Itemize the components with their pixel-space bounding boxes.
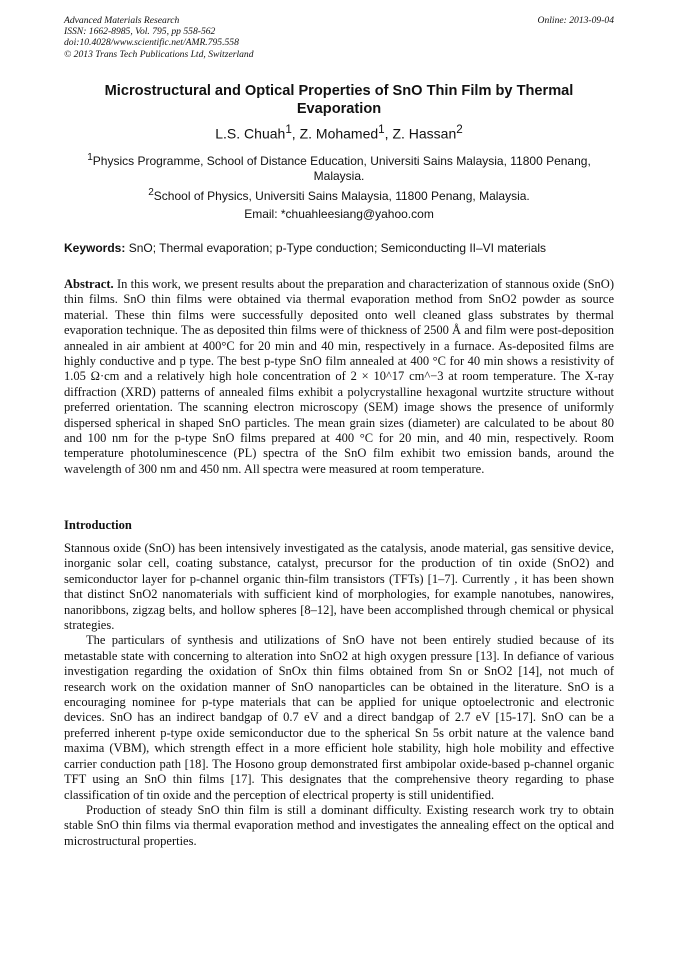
introduction-heading: Introduction bbox=[64, 518, 132, 532]
affiliation-text: Physics Programme, School of Distance Education, Universiti Sains Malaysia, 11800 Penang, Malaysia. bbox=[92, 154, 591, 183]
author-affiliation-mark: 1 bbox=[378, 123, 385, 136]
keywords-text: SnO; Thermal evaporation; p-Type conduction; Semiconducting II–VI materials bbox=[128, 241, 547, 255]
journal-header bbox=[64, 15, 254, 60]
abstract-text: In this work, we present results about the preparation and characterization of stannous oxide (SnO) thin films. SnO thin films were obtained via thermal evaporation method from SnO2 powder as source material. These thin films were successfully deposited onto well cleaned glass substrates by thermal evaporation technique. The as deposited thin films were of thickness of 2500 Å and film were post-deposition annealed in air ambient at 400°C for 20 min and 40 min, respectively in a furnace. As-deposited films are highly conductive and p type. The best p-type SnO film annealed at 400 °C for 40 min shows a resistivity of 1.05 Ω·cm and a relatively high hole concentration of 2 × 10^17 cm^−3 at room temperature. The X-ray diffraction (XRD) patterns of annealed films exhibit a polycrystalline hexagonal wurtzite structure without preferred orientation. The scanning electron microscopy (SEM) image shows the presence of uniformly dispersed spherical in shaped SnO particles. The mean grain sizes (diameter) are calculated to be about 80 and 100 nm for the p-type SnO films prepared at 400 °C for 20 min, and 40 min, respectively. Room temperature photoluminescence (PL) spectra of the SnO film exhibit two emission bands, around the wavelength of 300 nm and 450 nm. All spectra were measured at room temperature. bbox=[64, 277, 614, 476]
keywords bbox=[64, 241, 614, 256]
email-line: Email: *chuahleesiang@yahoo.com bbox=[244, 207, 434, 221]
intro-paragraph: Stannous oxide (SnO) has been intensively investigated as the catalysis, anode material, gas sensitive device, inorganic solar cell, coating substance, catalyst, precursor for the production of tin oxide (SnO2) and semiconductor layer for p-channel organic thin-film transistors (TFTs) [1–7]. Currently , it has been shown that distinct SnO2 nanomaterials with sufficient kind of morphologies, for example nanotubes, nanowires, nanoribbons, zigzag belts, and hollow spheres [8–12], have been accomplished through chemical or physical strategies. bbox=[64, 541, 614, 633]
copyright-line: © 2013 Trans Tech Publications Ltd, Switzerland bbox=[64, 48, 254, 60]
intro-paragraph: Production of steady SnO thin film is still a dominant difficulty. Existing research work try to obtain stable SnO thin films via thermal evaporation method and investigates the annealing effect on the optical and microstructural properties. bbox=[64, 802, 614, 848]
author-name: Z. Hassan bbox=[392, 125, 457, 142]
affiliation-mark: 1 bbox=[87, 152, 93, 163]
doi-line: doi:10.4028/www.scientific.net/AMR.795.558 bbox=[64, 37, 239, 49]
keywords-label: Keywords: bbox=[64, 241, 126, 255]
author-affiliation-mark: 2 bbox=[456, 123, 463, 136]
paper-title: Microstructural and Optical Properties of SnO Thin Film by Thermal Evaporation bbox=[104, 83, 574, 117]
affiliation-1 bbox=[64, 150, 614, 184]
author-name: Z. Mohamed bbox=[299, 125, 379, 142]
abstract bbox=[64, 277, 614, 477]
issn-line: ISSN: 1662-8985, Vol. 795, pp 558-562 bbox=[64, 26, 216, 38]
abstract-label: Abstract. bbox=[64, 277, 114, 291]
journal-name: Advanced Materials Research bbox=[64, 15, 180, 26]
affiliation-2 bbox=[64, 185, 614, 204]
affiliation-mark: 2 bbox=[148, 187, 154, 198]
affiliation-text: School of Physics, Universiti Sains Malaysia, 11800 Penang, Malaysia. bbox=[153, 189, 530, 203]
intro-paragraph: The particulars of synthesis and utilizations of SnO have not been entirely studied because of its metastable state with concerning to alteration into SnO2 at high oxygen pressure [13]. In defiance of various investigation regarding the oxidation of SnOx thin films obtained from Sn or SnO2 [14], not much of research work on the oxidation manner of SnO nanoparticles can be obtained in the literature. SnO is a encouraging nominee for p-type materials that can be applied for unique optoelectronic and electronic devices. SnO has an indirect bandgap of 0.7 eV and a direct bandgap of 2.7 eV [15-17]. SnO can be a preferred inherent p-type oxide semiconductor due to the spherical Sn 5s orbit nature at the valence band maxima (VBM), which strength effect in a more efficient hole stability, high hole mobility and effective carrier conduction path [18]. The Hosono group demonstrated first ambipolar oxide-based p-channel organic TFT using an SnO thin films [17]. This designates that the comprehensive theory regarding to phase classification of tin oxide and the perception of electrical property is still unidentified. bbox=[64, 633, 614, 802]
author-name: L.S. Chuah bbox=[215, 125, 286, 142]
online-date: Online: 2013-09-04 bbox=[537, 15, 614, 26]
author-affiliation-mark: 1 bbox=[285, 123, 292, 136]
introduction-body bbox=[64, 541, 614, 849]
author-list: L.S. Chuah$^1$, Z. Mohamed$^1$, Z. Hassan$^2$ bbox=[215, 123, 463, 142]
